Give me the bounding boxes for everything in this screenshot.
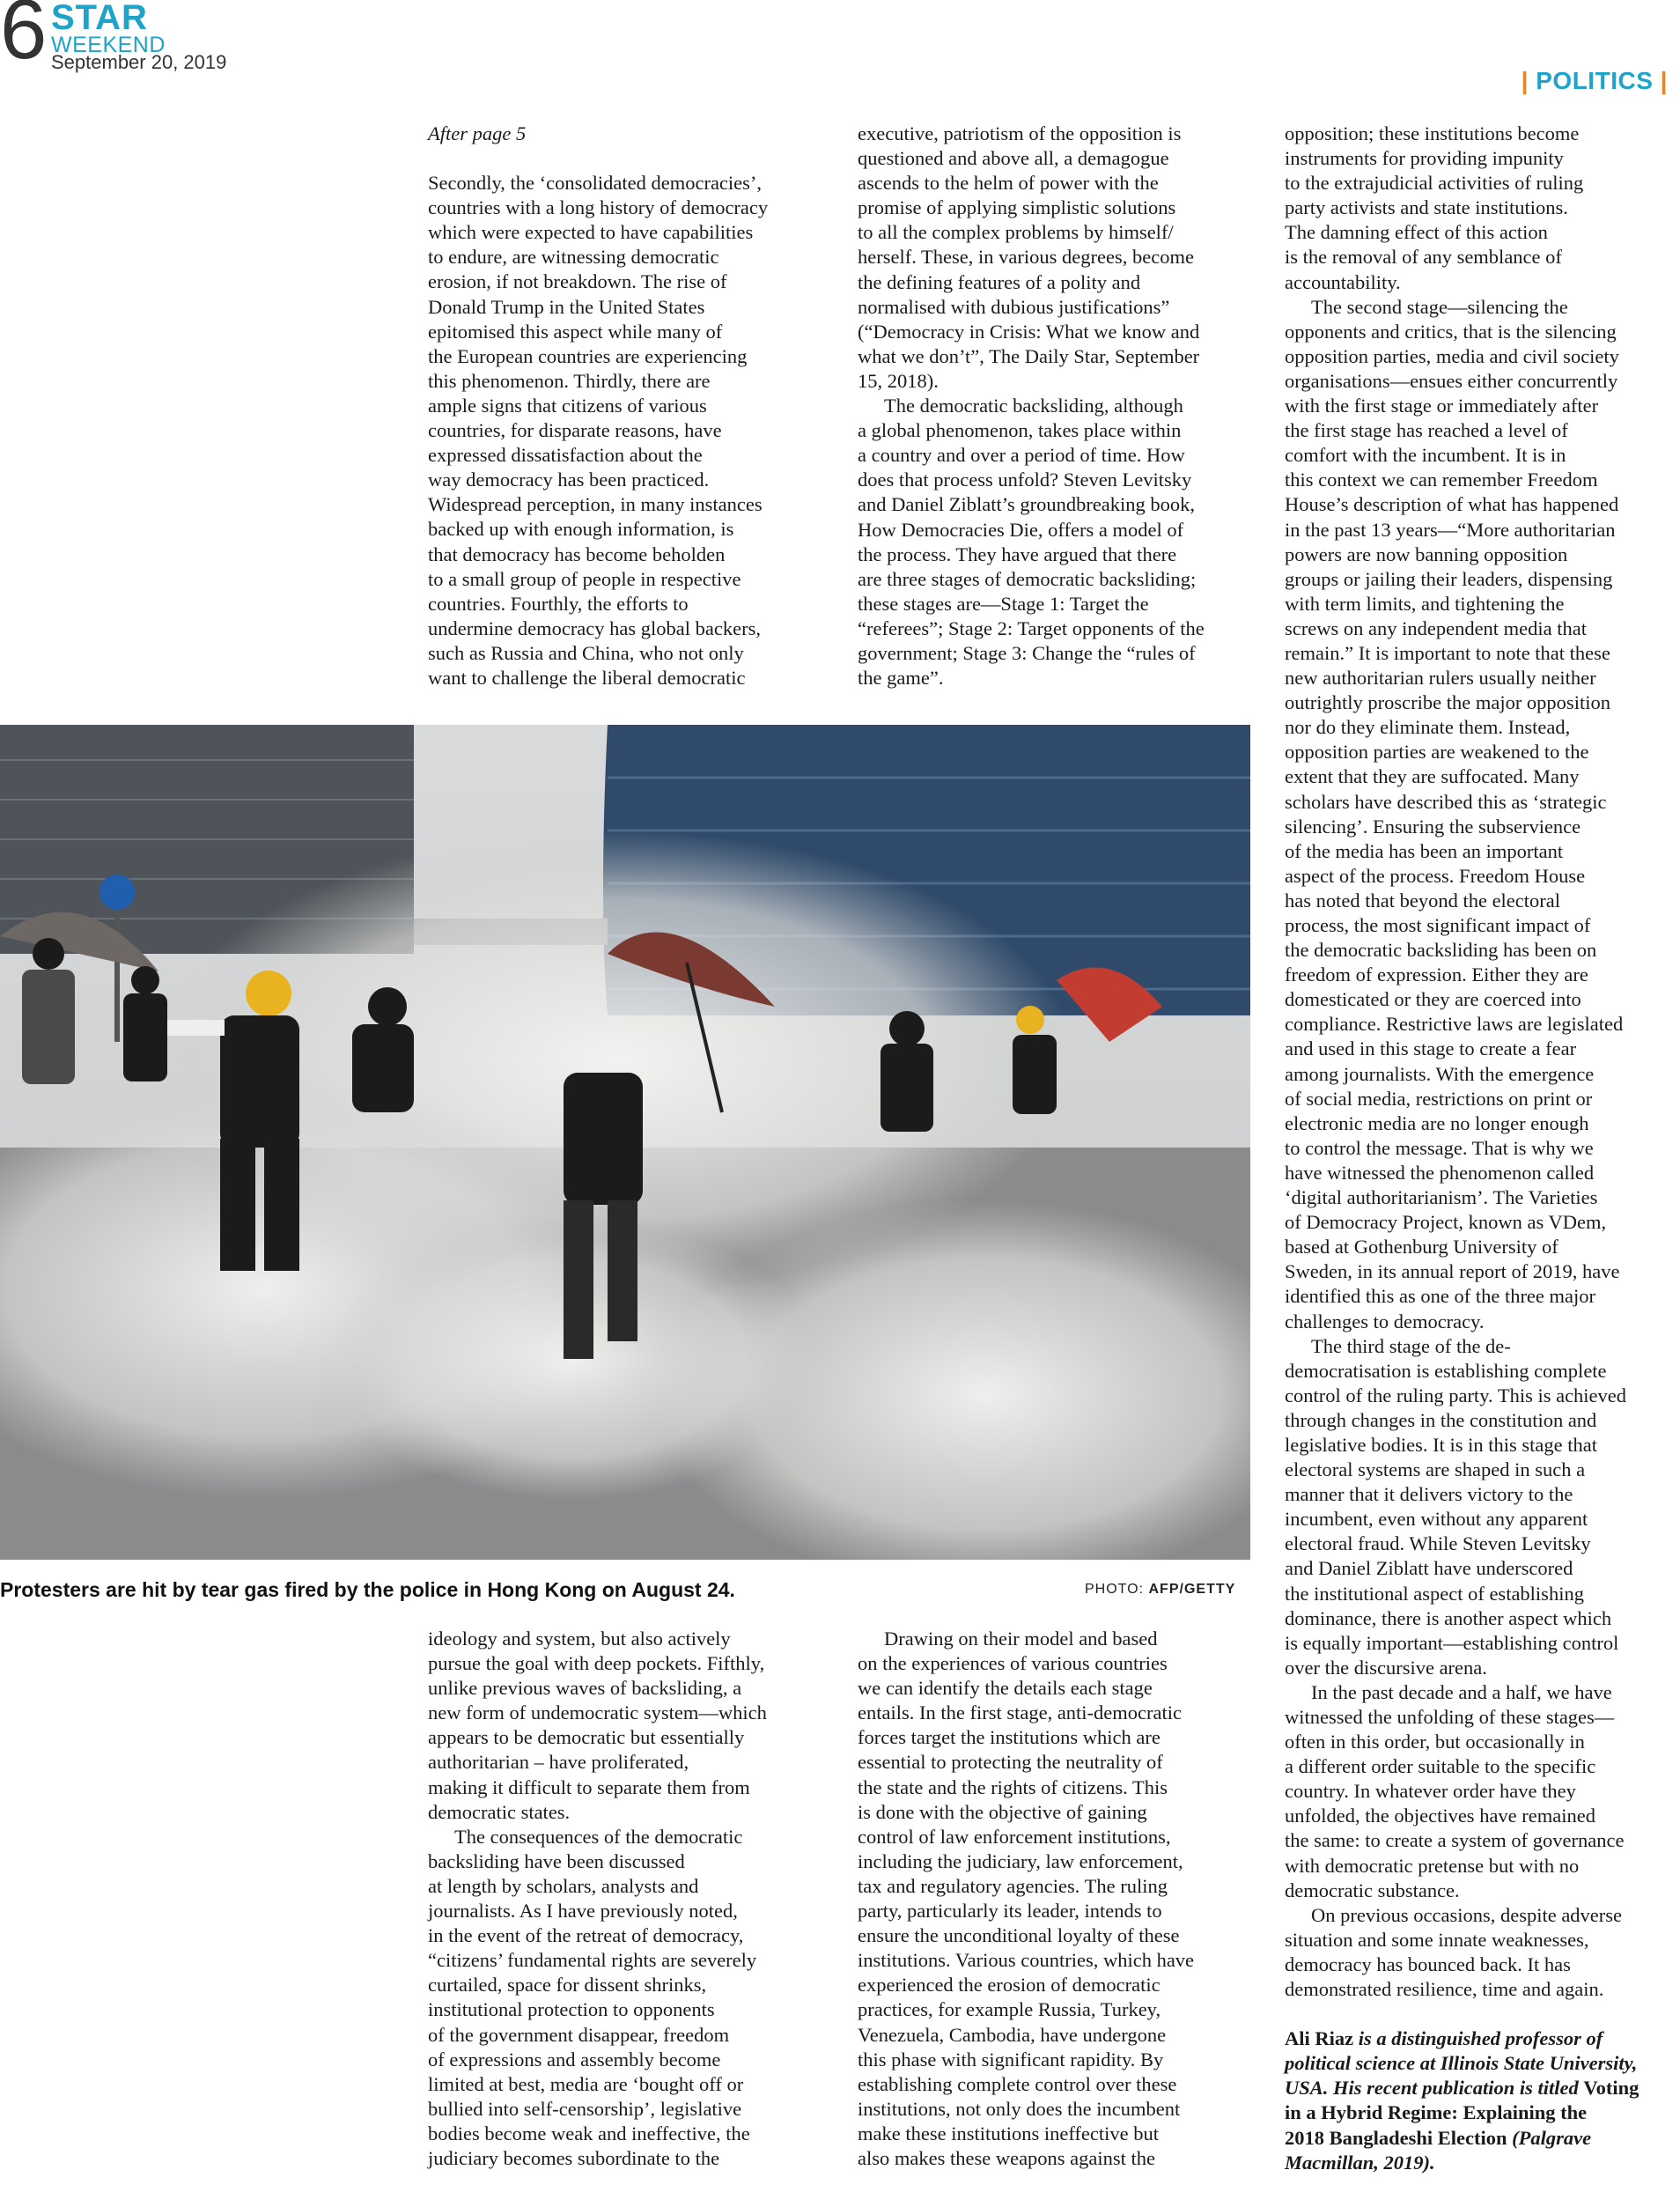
paragraph: Drawing on their model and based on the experiences of various countries we can identify the details each stage entails. In the first stage, anti-democratic forces target the institutions which are essential to protecting the neutrality of the state and the rights of citizens. This is done with the objective of gaining control of law enforcement institutions, including the judiciary, law enforcement, tax and regulatory agencies. The ruling party, particularly its leader, intends to ensure the unconditional loyalty of these institutions. Various countries, which have experienced the erosion of democratic practices, for example Russia, Turkey, Venezuela, Cambodia, have undergone this phase with significant rapidity. By establishing complete control over these institutions, not only does the incumbent make these institutions ineffective but also makes these weapons against the	[858, 1628, 1195, 2169]
publication-logo	[51, 0, 166, 55]
column-2-top	[858, 122, 1249, 690]
brand-top: STAR	[51, 0, 148, 37]
brand-bottom: WEEKEND	[51, 33, 166, 57]
page-number: 6	[0, 0, 48, 77]
column-1-bottom	[428, 1627, 815, 2171]
author-name: Ali Riaz	[1285, 2027, 1354, 2050]
paragraph: Secondly, the ‘consolidated democracies’, countries with a long history of democracy which were expected to have capabilities to endure, are witnessing democratic erosion, if not breakdown. The rise of Donald Trump in the United States epitomised this aspect while many of the European countries are experiencing this phenomenon. Thirdly, there are ample signs that citizens of various countries, for disparate reasons, have expressed dissatisfaction about the way democracy has been practiced. Widespread perception, in many instances backed up with enough information, is that democracy has become beholden to a small group of people in respective countries. Fourthly, the efforts to undermine democracy has global backers, such as Russia and China, who not only want to challenge the liberal democratic	[428, 172, 769, 689]
credit-source: AFP/GETTY	[1148, 1582, 1236, 1597]
paragraph: ideology and system, but also actively pursue the goal with deep pockets. Fifthly, unlike previous waves of backsliding, a new form of undemocratic system—which appears to be democratic but essentially authoritarian – have proliferated, making it difficult to separate them from democratic states.	[428, 1628, 767, 1823]
author-bio	[1285, 2026, 1677, 2175]
photo-credit	[1085, 1582, 1235, 1598]
book-title: Voting in a Hybrid Regime: Explaining the 2018 Bangladeshi Election	[1285, 2077, 1639, 2149]
paragraph: The democratic backsliding, although a global phenomenon, takes place within a country and over a period of time. How does that process unfold? Steven Levitsky and Daniel Ziblatt’s groundbreaking book, How Democracies Die, offers a model of the process. They have argued that there are three stages of democratic backsliding; these stages are—Stage 1: Target the “referees”; Stage 2: Target opponents of the government; Stage 3: Change the “rules of the game”.	[858, 395, 1205, 690]
continuation-note: After page 5	[428, 122, 527, 144]
section-divider-right: |	[1653, 67, 1668, 94]
section-divider-left: |	[1521, 67, 1536, 94]
news-photo	[0, 725, 1250, 1560]
section-label	[1522, 67, 1668, 95]
paragraph: In the past decade and a half, we have witnessed the unfolding of these stages— often in this order, but occasionally in a different order suitable to the specific country. In whatever order have they unfolded, the objectives have remained the same: to create a system of governance with democratic pretense but with no democratic substance.	[1285, 1680, 1625, 1901]
column-2-bottom	[858, 1627, 1249, 2171]
bio-text: is a distinguished professor of political science at Illinois State University, USA. His recent publication is titled	[1285, 2027, 1638, 2100]
credit-prefix: PHOTO:	[1085, 1582, 1149, 1597]
photo-caption: Protesters are hit by tear gas fired by the police in Hong Kong on August 24.	[0, 1578, 735, 1601]
column-1-top	[428, 122, 815, 690]
paragraph: The second stage—silencing the opponents and critics, that is the silencing opposition parties, media and civil society organisations—ensues either concurrently with the first stage or immediately after the first stage has reached a level of comfort with the incumbent. It is in this context we can remember Freedom House’s description of what has happened in the past 13 years—“More authoritarian powers are now banning opposition groups or jailing their leaders, dispensing with term limits, and tightening the screws on any independent media that remain.” It is important to note that these new authoritarian rulers usually neither outrightly proscribe the major opposition nor do they eliminate them. Instead, opposition parties are weakened to the extent that they are suffocated. Many scholars have described this as ‘strategic silencing’. Ensuring the subservience of the media has been an important aspect of the process. Freedom House has noted that beyond the electoral process, the most significant impact of the democratic backsliding has been on freedom of expression. Either they are domesticated or they are coerced into compliance. Restrictive laws are legislated and used in this stage to create a fear among journalists. With the emergence of social media, restrictions on print or electronic media are no longer enough to control the message. That is why we have witnessed the phenomenon called ‘digital authoritarianism’. The Varieties of Democracy Project, known as VDem, based at Gothenburg University of Sweden, in its annual report of 2019, have identified this as one of the three major challenges to democracy.	[1285, 295, 1624, 1332]
paragraph: The third stage of the de- democratisation is establishing complete control of the ruling party. This is achieved through changes in the constitution and legislative bodies. It is in this stage that electoral systems are shaped in such a manner that it delivers victory to the incumbent, even without any apparent electoral fraud. While Steven Levitsky and Daniel Ziblatt have underscored the institutional aspect of establishing dominance, there is another aspect which is equally important—establishing control over the discursive arena.	[1285, 1334, 1627, 1679]
paragraph: The consequences of the democratic backsliding have been discussed at length by scholars, analysts and journalists. As I have previously noted, in the event of the retreat of democracy, “citizens’ fundamental rights are severely curtailed, space for dissent shrinks, institutional protection to opponents of the government disappear, freedom of expressions and assembly become limited at best, media are ‘bought off or bullied into self-censorship’, legislative bodies become weak and ineffective, the judiciary becomes subordinate to the	[428, 1825, 757, 2169]
section-name: POLITICS	[1536, 67, 1654, 94]
paragraph: opposition; these institutions become instruments for providing impunity to the extrajudicial activities of ruling party activists and state institutions. The damning effect of this action is the removal of any semblance of accountability.	[1285, 122, 1584, 293]
paragraph: executive, patriotism of the opposition is questioned and above all, a demagogue ascends to the helm of power with the promise of applying simplistic solutions to all the complex problems by himself/ herself. These, in various degrees, become the defining features of a polity and normalised with dubious justifications” (“Democracy in Crisis: What we know and what we don’t”, The Daily Star, September 15, 2018).	[858, 122, 1200, 392]
issue-date: September 20, 2019	[51, 51, 227, 73]
paragraph: On previous occasions, despite adverse situation and some innate weaknesses, democracy has bounced back. It has demonstrated resilience, time and again.	[1285, 1903, 1623, 2001]
bio-tail: (Palgrave Macmillan, 2019).	[1285, 2126, 1592, 2174]
column-3	[1285, 122, 1677, 2175]
